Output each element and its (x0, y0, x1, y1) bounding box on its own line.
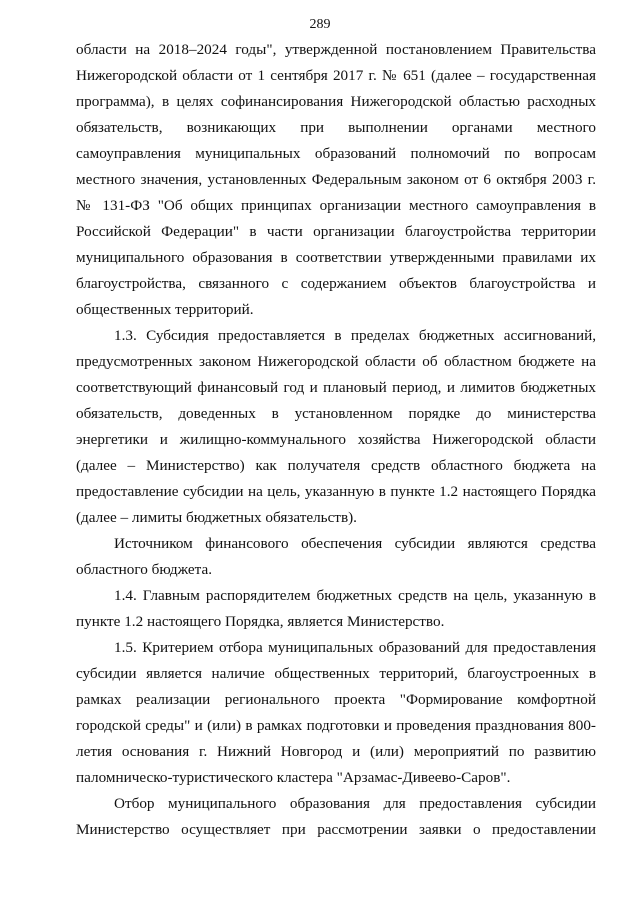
text-line: городской среды" и (или) в рамках подготовки и проведения празднования 800- (76, 717, 596, 734)
text-line: 1.4. Главным распорядителем бюджетных средств на цель, указанную в (114, 587, 596, 604)
paragraph (76, 323, 596, 531)
text-line: (далее – Министерство) как получателя средств областного бюджета на (76, 457, 596, 474)
text-line: предоставление субсидии на цель, указанную в пункте 1.2 настоящего Порядка (76, 483, 596, 500)
text-line: (далее – лимиты бюджетных обязательств). (76, 509, 357, 526)
text-line: соответствующий финансовый год и плановый период, и лимитов бюджетных (76, 379, 596, 396)
text-line: рамках реализации регионального проекта "Формирование комфортной (76, 691, 596, 708)
text-line: энергетики и жилищно-коммунального хозяйства Нижегородской области (76, 431, 596, 448)
text-line: Нижегородской области от 1 сентября 2017 г. № 651 (далее – государственная (76, 67, 596, 84)
text-line: программа), в целях софинансирования Нижегородской областью расходных (76, 93, 596, 110)
text-line: муниципального образования в соответствии утвержденными правилами их (76, 249, 596, 266)
text-line: 1.5. Критерием отбора муниципальных образований для предоставления (114, 639, 596, 656)
text-line: Министерство осуществляет при рассмотрении заявки о предоставлении (76, 821, 596, 838)
text-line: пункте 1.2 настоящего Порядка, является Министерство. (76, 613, 445, 630)
text-line: благоустройства, связанного с содержанием объектов благоустройства и (76, 275, 596, 292)
paragraph (76, 37, 596, 323)
text-line: летия основания г. Нижний Новгород и (или) мероприятий по развитию (76, 743, 596, 760)
paragraph (76, 583, 596, 635)
text-line: Отбор муниципального образования для предоставления субсидии (114, 795, 596, 812)
text-line: Российской Федерации" в части организации благоустройства территории (76, 223, 596, 240)
page-number: 289 (309, 17, 331, 32)
text-line: обязательств, возникающих при выполнении органами местного (76, 119, 596, 136)
text-line: паломническо-туристического кластера "Арзамас-Дивеево-Саров". (76, 769, 511, 786)
text-line: местного значения, установленных Федеральным законом от 6 октября 2003 г. (76, 171, 596, 188)
text-line: самоуправления муниципальных образований полномочий по вопросам (76, 145, 596, 162)
text-line: области на 2018–2024 годы", утвержденной постановлением Правительства (76, 41, 596, 58)
text-line: субсидии является наличие общественных территорий, благоустроенных в (76, 665, 596, 682)
paragraph (76, 791, 596, 843)
text-line: обязательств, доведенных в установленном порядке до министерства (76, 405, 596, 422)
text-line: предусмотренных законом Нижегородской области об областном бюджете на (76, 353, 596, 370)
document-body (76, 37, 596, 843)
text-line: № 131-ФЗ "Об общих принципах организации местного самоуправления в (76, 197, 596, 214)
text-line: областного бюджета. (76, 561, 213, 578)
text-line: Источником финансового обеспечения субсидии являются средства (114, 535, 596, 552)
paragraph (76, 635, 596, 791)
text-line: 1.3. Субсидия предоставляется в пределах бюджетных ассигнований, (114, 327, 596, 344)
paragraph (76, 531, 596, 583)
text-line: общественных территорий. (76, 301, 254, 318)
